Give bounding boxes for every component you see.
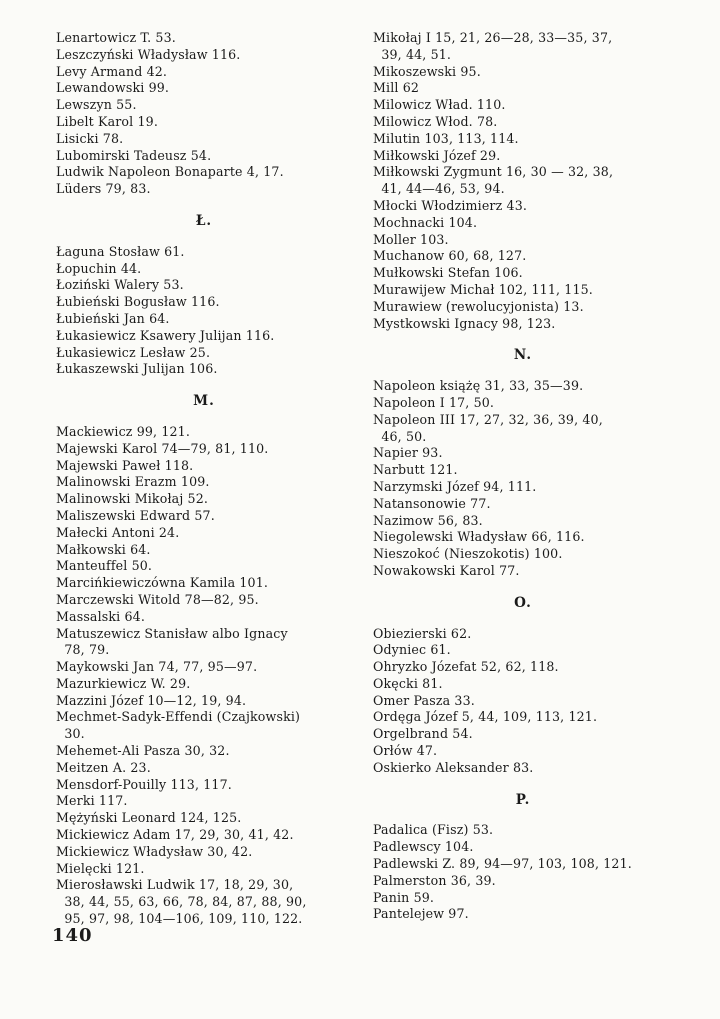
index-entry: Murawiew (rewolucyjonista) 13. [373,298,584,314]
index-entry: Mielęcki 121. [56,860,145,876]
index-entry: Ludwik Napoleon Bonaparte 4, 17. [56,164,284,180]
index-entry: Lewandowski 99. [56,80,170,96]
index-entry: Milowicz Włod. 78. [373,113,498,129]
index-entry: 95, 97, 98, 104—106, 109, 110, 122. [56,911,303,927]
index-entry: Mehemet-Ali Pasza 30, 32. [56,743,230,759]
index-entry: Maykowski Jan 74, 77, 95—97. [56,659,258,675]
index-entry: Oskierko Aleksander 83. [373,759,534,775]
index-entry: Marcińkiewiczówna Kamila 101. [56,575,269,591]
index-entry: Mułkowski Stefan 106. [373,265,523,281]
index-entry: Narbutt 121. [373,462,458,478]
index-entry: Obiezierski 62. [373,625,472,641]
index-entry: Odyniec 61. [373,642,451,658]
index-entry: Lenartowicz T. 53. [56,30,176,45]
page-number: 140 [52,925,93,946]
index-entry: Miłkowski Józef 29. [373,147,501,163]
index-entry: Libelt Karol 19. [56,113,158,129]
index-entry: Lubomirski Tadeusz 54. [56,147,212,163]
index-entry: Orłów 47. [373,743,438,759]
index-entry: Młocki Włodzimierz 43. [373,197,528,213]
index-entry: Leszczyński Władysław 116. [56,46,241,62]
index-entry: Miłkowski Zygmunt 16, 30 — 32, 38, [373,164,614,180]
index-entry: Łubieński Bogusław 116. [56,294,220,310]
index-entry: Łaguna Stosław 61. [56,243,185,259]
index-entry: Mazurkiewicz W. 29. [56,675,191,691]
index-entry: Nazimow 56, 83. [373,512,483,528]
index-entry: Malinowski Mikołaj 52. [56,491,209,507]
index-entry: Padlewscy 104. [373,839,474,855]
index-entry: 38, 44, 55, 63, 66, 78, 84, 87, 88, 90, [56,894,307,910]
index-entry: Małkowski 64. [56,541,151,557]
index-entry: Mazzini Józef 10—12, 19, 94. [56,692,247,708]
index-entry: Mierosławski Ludwik 17, 18, 29, 30, [56,877,294,893]
index-entry: Mill 62 [373,80,420,96]
index-entry: Napoleon III 17, 27, 32, 36, 39, 40, [373,411,603,427]
section-letter-heading: M. [193,393,215,410]
index-entry: Łoziński Walery 53. [56,277,184,293]
index-entry: Majewski Paweł 118. [56,457,194,473]
index-entry: Padalica (Fisz) 53. [373,822,494,838]
index-entry: Murawijew Michał 102, 111, 115. [373,281,593,297]
index-entry: Mickiewicz Władysław 30, 42. [56,843,253,859]
index-entry: Muchanow 60, 68, 127. [373,248,527,264]
section-letter-heading: O. [514,594,532,611]
index-entry: Mechmet-Sadyk-Effendi (Czajkowski) [56,709,301,725]
section-letter-heading: Ł. [195,212,213,229]
index-entry: Lüders 79, 83. [56,181,151,197]
index-entry: Milowicz Wład. 110. [373,97,506,113]
index-entry: Łukaszewski Julijan 106. [56,361,218,377]
index-entry: Napoleon I 17, 50. [373,394,495,410]
index-entry: 46, 50. [373,428,427,444]
index-entry: Lisicki 78. [56,130,124,146]
index-entry: 30. [56,726,85,742]
index-entry: Ohryzko Józefat 52, 62, 118. [373,659,559,675]
index-entry: Matuszewicz Stanisław albo Ignacy [56,625,288,641]
index-entry: Mochnacki 104. [373,214,478,230]
index-entry: Milutin 103, 113, 114. [373,130,519,146]
index-entry: Levy Armand 42. [56,63,168,79]
index-entry: Nowakowski Karol 77. [373,562,520,578]
index-entry: Ordęga Józef 5, 44, 109, 113, 121. [373,709,598,725]
index-entry: Omer Pasza 33. [373,692,475,708]
index-entry: Mickiewicz Adam 17, 29, 30, 41, 42. [56,827,294,843]
index-entry: Panin 59. [373,889,435,905]
index-entry: Moller 103. [373,231,449,247]
index-entry: Malinowski Erazm 109. [56,474,210,490]
index-entry: Maliszewski Edward 57. [56,507,215,523]
index-entry: Mężyński Leonard 124, 125. [56,810,242,826]
index-entry: Palmerston 36, 39. [373,872,496,888]
index-column-right [373,30,673,923]
index-entry: 41, 44—46, 53, 94. [373,181,505,197]
index-entry: Massalski 64. [56,608,145,624]
index-entry: Łopuchin 44. [56,260,142,276]
index-entry: Napoleon książę 31, 33, 35—39. [373,378,584,394]
index-entry: Manteuffel 50. [56,558,153,574]
index-entry: Pantelejew 97. [373,906,469,922]
index-entry: Napier 93. [373,445,443,461]
section-letter-heading: P. [515,791,531,808]
index-entry: Niegolewski Władysław 66, 116. [373,529,585,545]
index-entry: Małecki Antoni 24. [56,524,180,540]
index-entry: Meitzen A. 23. [56,759,151,775]
index-entry: Majewski Karol 74—79, 81, 110. [56,440,269,456]
index-entry: Okęcki 81. [373,675,443,691]
index-entry: Mackiewicz 99, 121. [56,423,190,439]
index-entry: Merki 117. [56,793,128,809]
index-entry: Łukasiewicz Ksawery Julijan 116. [56,327,275,343]
index-entry: Lewszyn 55. [56,97,137,113]
index-entry: Łubieński Jan 64. [56,310,170,326]
index-entry: Padlewski Z. 89, 94—97, 103, 108, 121. [373,856,632,872]
index-column-left [56,30,352,928]
index-entry: Łukasiewicz Lesław 25. [56,344,211,360]
index-entry: Mensdorf-Pouilly 113, 117. [56,776,232,792]
index-entry: Orgelbrand 54. [373,726,473,742]
index-entry: Mikoszewski 95. [373,63,481,79]
index-entry: Nieszokoć (Nieszokotis) 100. [373,546,563,562]
index-entry: 39, 44, 51. [373,46,452,62]
section-letter-heading: N. [513,347,533,364]
index-entry: 78, 79. [56,642,110,658]
index-entry: Mikołaj I 15, 21, 26—28, 33—35, 37, [373,30,613,45]
index-entry: Marczewski Witold 78—82, 95. [56,591,259,607]
index-entry: Natansonowie 77. [373,495,491,511]
index-entry: Mystkowski Ignacy 98, 123. [373,315,556,331]
index-entry: Narzymski Józef 94, 111. [373,478,537,494]
